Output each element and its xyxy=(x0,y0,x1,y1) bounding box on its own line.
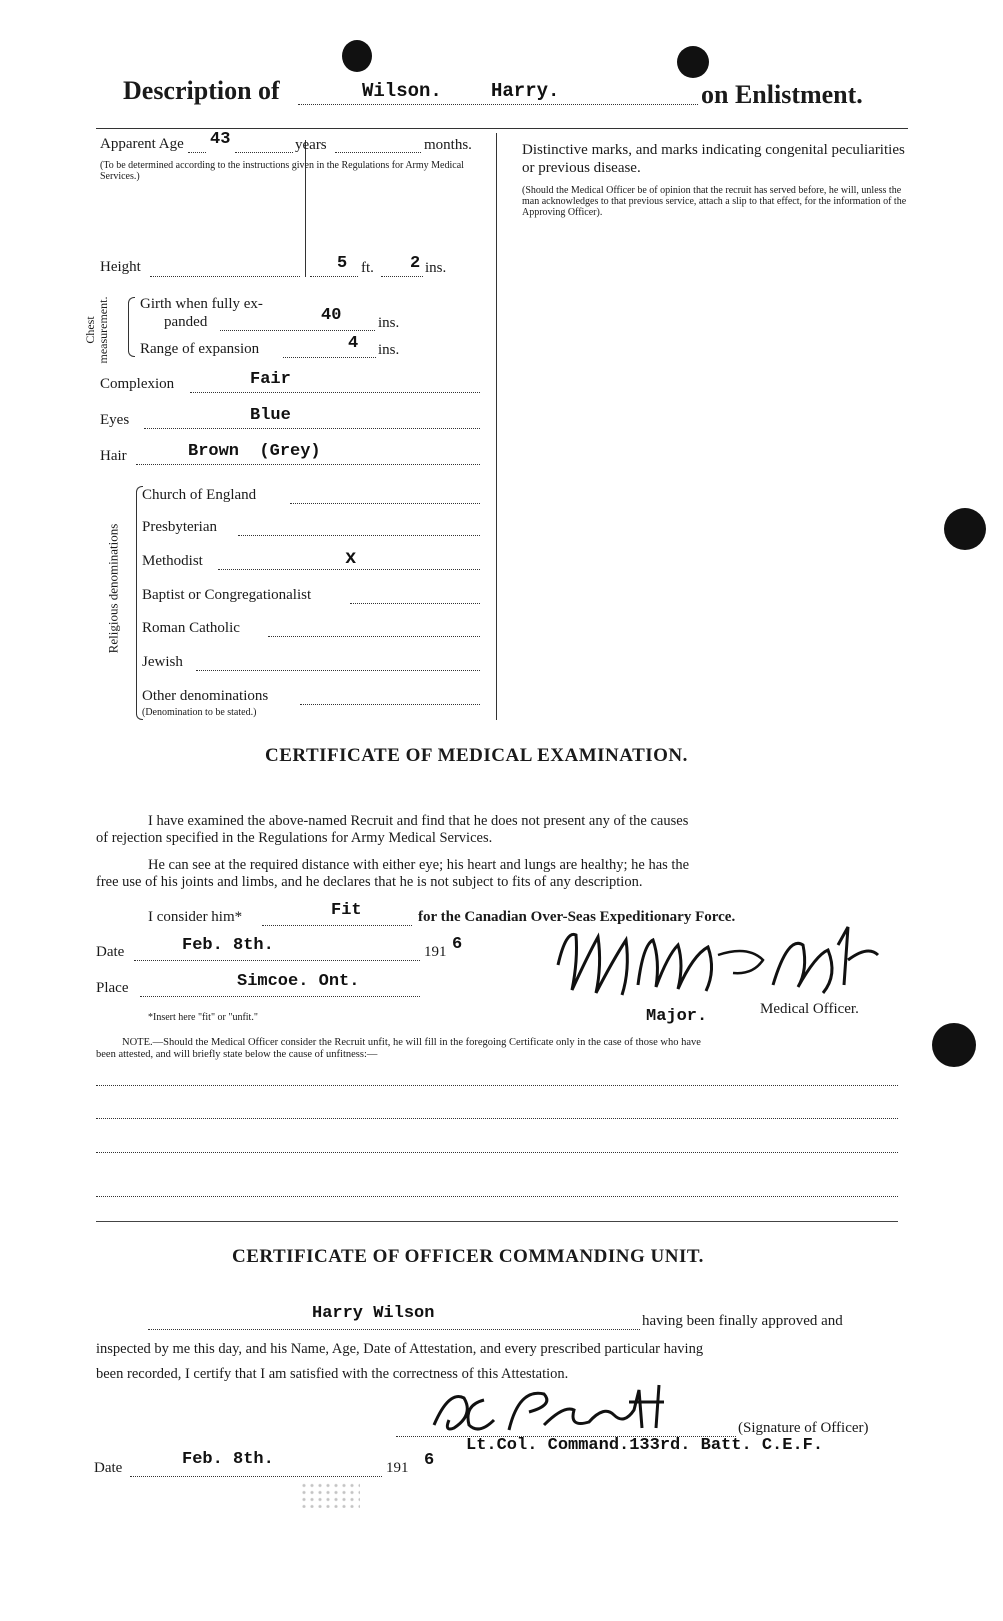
medical-title: CERTIFICATE OF MEDICAL EXAMINATION. xyxy=(265,745,688,766)
place-value: Simcoe. Ont. xyxy=(237,972,360,991)
girth-dots xyxy=(220,330,375,331)
chest-measurement-label: Chest measurement. xyxy=(83,296,110,364)
commanding-date-label: Date xyxy=(94,1460,123,1476)
girth-value: 40 xyxy=(321,306,342,325)
recruit-name-dots xyxy=(148,1329,640,1330)
header-suffix: on Enlistment. xyxy=(701,80,863,109)
complexion-label: Complexion xyxy=(100,376,175,392)
unfit-line-2 xyxy=(96,1118,898,1119)
height-ft-value: 5 xyxy=(337,254,348,273)
religion-church-of-england: Church of England xyxy=(142,487,257,503)
medical-para2-line1: He can see at the required distance with either eye; his heart and lungs are healthy; he has the xyxy=(148,857,690,873)
months-dots xyxy=(335,152,421,153)
place-label: Place xyxy=(96,980,129,996)
signature-label: (Signature of Officer) xyxy=(738,1420,869,1436)
religion-dots-4 xyxy=(350,603,480,604)
age-value: 43 xyxy=(210,130,231,149)
header-name-line xyxy=(298,104,698,105)
medical-date-dots xyxy=(134,960,420,961)
consider-value: Fit xyxy=(331,901,362,920)
commanding-date-value: Feb. 8th. xyxy=(182,1450,274,1469)
binder-hole-2 xyxy=(677,46,709,78)
complexion-dots xyxy=(190,392,480,393)
religion-dots-1 xyxy=(290,503,480,504)
marks-heading: Distinctive marks, and marks indicating congenital peculiarities or previous disease. xyxy=(522,142,905,176)
height-dots-1 xyxy=(150,276,300,277)
unfit-note-line1: NOTE.—Should the Medical Officer consider the Recruit unfit, he will fill in the foregoing Certificate only in the case of those who have xyxy=(122,1037,701,1048)
medical-para1-line2: of rejection specified in the Regulations for Army Medical Services. xyxy=(96,830,493,846)
height-label: Height xyxy=(100,259,141,275)
medical-officer-rank: Major. xyxy=(646,1007,708,1026)
eyes-value: Blue xyxy=(250,406,291,425)
recruit-name: Harry Wilson xyxy=(312,1304,435,1323)
commanding-title: CERTIFICATE OF OFFICER COMMANDING UNIT. xyxy=(232,1246,704,1267)
unfit-line-3 xyxy=(96,1152,898,1153)
months-label: months. xyxy=(424,137,472,153)
commanding-line2: inspected by me this day, and his Name, Age, Date of Attestation, and every prescribed particular having xyxy=(96,1341,704,1357)
range-label: Range of expansion xyxy=(140,341,260,357)
religion-dots-2 xyxy=(238,535,480,536)
age-label: Apparent Age xyxy=(100,136,184,152)
religion-other: Other denominations xyxy=(142,688,269,704)
eyes-label: Eyes xyxy=(100,412,130,428)
medical-para1-line1: I have examined the above-named Recruit and find that he does not present any of the causes xyxy=(148,813,689,829)
religion-jewish: Jewish xyxy=(142,654,183,670)
commanding-officer-title: Lt.Col. Command.133rd. Batt. C.E.F. xyxy=(466,1436,824,1455)
medical-year-prefix: 191 xyxy=(424,944,447,960)
age-dots-1 xyxy=(188,152,206,153)
unfit-line-1 xyxy=(96,1085,898,1086)
range-value: 4 xyxy=(348,334,359,353)
complexion-value: Fair xyxy=(250,370,291,389)
religion-roman-catholic: Roman Catholic xyxy=(142,620,240,636)
force-text: for the Canadian Over-Seas Expeditionary Force. xyxy=(418,909,736,925)
commanding-year-digit: 6 xyxy=(424,1451,435,1470)
religion-baptist: Baptist or Congregationalist xyxy=(142,587,312,603)
height-dots-3 xyxy=(381,276,423,277)
religion-dots-5 xyxy=(268,636,480,637)
religion-mark: x xyxy=(345,547,357,569)
height-dots-2 xyxy=(310,276,358,277)
girth-label-1: Girth when fully ex- xyxy=(140,296,263,312)
binder-hole-4 xyxy=(932,1023,976,1067)
binder-hole-3 xyxy=(944,508,986,550)
medical-officer-label: Medical Officer. xyxy=(760,1001,859,1017)
ft-label: ft. xyxy=(361,260,374,276)
religion-methodist: Methodist xyxy=(142,553,203,569)
age-dots-2 xyxy=(235,152,293,153)
consider-label: I consider him* xyxy=(148,909,243,925)
insert-note: *Insert here "fit" or "unfit." xyxy=(148,1012,258,1023)
unfit-line-4 xyxy=(96,1196,898,1197)
section-rule xyxy=(96,1221,898,1222)
medical-date-label: Date xyxy=(96,944,125,960)
chest-brace xyxy=(128,297,135,357)
religion-other-note: (Denomination to be stated.) xyxy=(142,707,257,718)
binder-hole-1 xyxy=(342,40,372,72)
header-prefix: Description of xyxy=(123,76,280,105)
unfit-note-line2: been attested, and will briefly state below the cause of unfitness:— xyxy=(96,1049,378,1060)
girth-ins-label: ins. xyxy=(378,315,400,331)
ink-smudge xyxy=(300,1482,360,1508)
range-dots xyxy=(283,357,376,358)
commanding-year-prefix: 191 xyxy=(386,1460,409,1476)
hair-value: Brown (Grey) xyxy=(188,442,321,461)
medical-para2-line2: free use of his joints and limbs, and he declares that he is not subject to fits of any description. xyxy=(96,874,643,890)
religion-dots-7 xyxy=(300,704,480,705)
consider-dots xyxy=(262,925,412,926)
header-surname: Wilson. xyxy=(362,80,442,102)
religion-presbyterian: Presbyterian xyxy=(142,519,217,535)
header-rule xyxy=(96,128,908,129)
religion-dots-6 xyxy=(196,670,480,671)
column-divider xyxy=(496,133,497,720)
religion-group-label: Religious denominations xyxy=(105,523,121,654)
age-note: (To be determined according to the instructions given in the Regulations for Army Medical Services.) xyxy=(100,160,464,182)
medical-officer-signature xyxy=(548,915,908,1005)
commanding-line1-tail: having been finally approved and xyxy=(642,1313,843,1329)
header-given-name: Harry. xyxy=(491,80,560,102)
range-ins-label: ins. xyxy=(378,342,400,358)
place-dots xyxy=(140,996,420,997)
commanding-officer-signature xyxy=(424,1380,724,1440)
commanding-line3: been recorded, I certify that I am satisfied with the correctness of this Attestation. xyxy=(96,1366,569,1382)
religion-dots-3 xyxy=(218,569,480,570)
hair-dots xyxy=(136,464,480,465)
commanding-date-dots xyxy=(130,1476,382,1477)
height-ins-value: 2 xyxy=(410,254,421,273)
hair-label: Hair xyxy=(100,448,127,464)
medical-date-value: Feb. 8th. xyxy=(182,936,274,955)
eyes-dots xyxy=(144,428,480,429)
ins-label: ins. xyxy=(425,260,447,276)
girth-label-2: panded xyxy=(164,314,208,330)
marks-note: (Should the Medical Officer be of opinion that the recruit has served before, he will, unless the man acknowledges to that previous service, attach a slip to that effect, for the information of the Approving Officer). xyxy=(522,185,907,218)
medical-year-digit: 6 xyxy=(452,935,463,954)
years-label: years xyxy=(295,137,327,153)
